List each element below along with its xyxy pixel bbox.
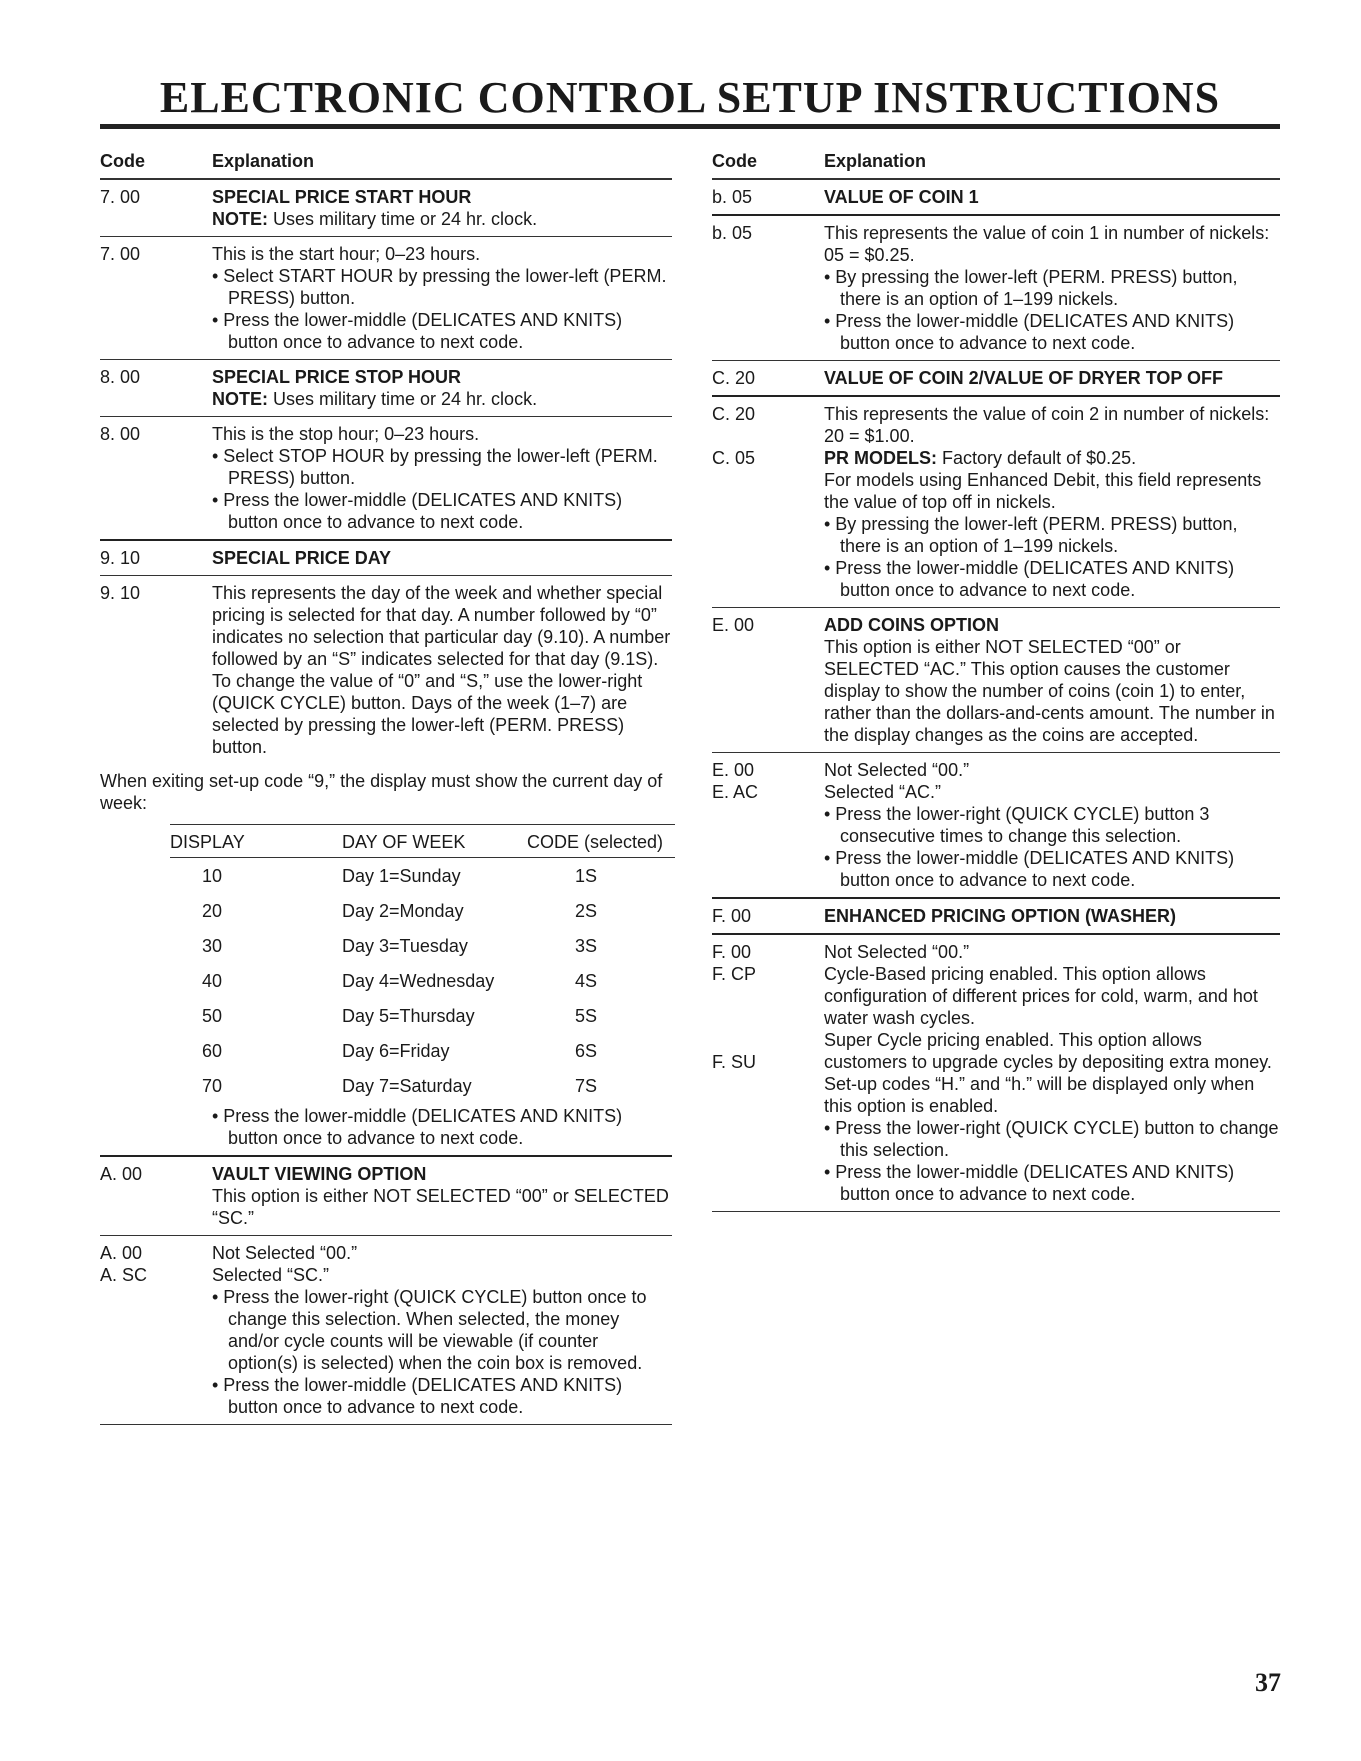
code: A. 00 xyxy=(100,1164,143,1184)
code: 8. 00 xyxy=(100,367,141,387)
row-8-detail xyxy=(100,416,672,539)
section-title: SPECIAL PRICE STOP HOUR xyxy=(212,367,462,387)
bullet: • Press the lower-right (QUICK CYCLE) button once to change this selection. When selected, the money and/or cycle counts will be viewable (if counter option(s) is selected) when the coin box is removed. xyxy=(212,1287,647,1373)
description: This is the stop hour; 0–23 hours. xyxy=(212,424,480,444)
code: F. 00 xyxy=(712,942,752,962)
header-code: Code xyxy=(712,151,757,171)
section-title: VALUE OF COIN 2/VALUE OF DRYER TOP OFF xyxy=(824,368,1224,388)
divider xyxy=(100,1424,672,1425)
cell-display: 50 xyxy=(202,1006,223,1026)
column-header xyxy=(712,140,1280,180)
pr-models-text: Factory default of $0.25. xyxy=(937,448,1137,468)
row-c-detail xyxy=(712,395,1280,607)
code: F. SU xyxy=(712,1052,757,1072)
code: F. CP xyxy=(712,964,757,984)
option-text: Super Cycle pricing enabled. This option allows customers to upgrade cycles by depositing extra money. Set-up codes “H.” and “h.” will be displayed only when this option is enabled. xyxy=(824,1030,1272,1116)
row-a-title xyxy=(100,1155,672,1235)
table-row xyxy=(170,1033,675,1068)
title-rule xyxy=(100,124,1280,129)
bullet: • Press the lower-middle (DELICATES AND KNITS) button once to advance to next code. xyxy=(212,490,623,532)
code: C. 05 xyxy=(712,448,756,468)
cell-day: Day 4=Wednesday xyxy=(342,971,495,991)
table-row xyxy=(170,998,675,1033)
description: This represents the value of coin 1 in number of nickels: 05 = $0.25. xyxy=(824,223,1270,265)
option-text: Selected “AC.” xyxy=(824,782,942,802)
section-title: ENHANCED PRICING OPTION (WASHER) xyxy=(824,906,1177,926)
section-title: ADD COINS OPTION xyxy=(824,615,1000,635)
code: A. SC xyxy=(100,1265,148,1285)
page-title: ELECTRONIC CONTROL SETUP INSTRUCTIONS xyxy=(159,73,1221,122)
option-text: Not Selected “00.” xyxy=(824,942,970,962)
table-header: DISPLAY xyxy=(170,825,342,858)
option-text: Not Selected “00.” xyxy=(212,1243,358,1263)
code: E. 00 xyxy=(712,760,755,780)
description: This option is either NOT SELECTED “00” or SELECTED “AC.” This option causes the customer display to show the number of coins (coin 1) to enter, rather than the dollars-and-cents amount. The number in the display changes as the coins are accepted. xyxy=(824,637,1275,745)
bullet: • Select START HOUR by pressing the lower-left (PERM. PRESS) button. xyxy=(212,266,667,308)
left-column xyxy=(100,140,672,1425)
row-b-detail xyxy=(712,214,1280,360)
option-text: Not Selected “00.” xyxy=(824,760,970,780)
table-header: CODE (selected) xyxy=(527,825,675,858)
code: E. 00 xyxy=(712,615,755,635)
right-column xyxy=(712,140,1280,1212)
header-explanation: Explanation xyxy=(212,151,315,171)
bullet: • Press the lower-middle (DELICATES AND KNITS) button once to advance to next code. xyxy=(824,311,1235,353)
table-row xyxy=(170,963,675,998)
cell-code: 4S xyxy=(575,971,598,991)
row-f-title xyxy=(712,897,1280,933)
table-header-row xyxy=(170,825,675,858)
cell-code: 7S xyxy=(575,1076,598,1096)
note-label: NOTE: xyxy=(212,389,268,409)
row-7-title xyxy=(100,180,672,236)
cell-display: 70 xyxy=(202,1076,223,1096)
cell-code: 6S xyxy=(575,1041,598,1061)
row-a-detail xyxy=(100,1235,672,1424)
row-8-title xyxy=(100,359,672,416)
cell-display: 60 xyxy=(202,1041,223,1061)
table-row xyxy=(170,893,675,928)
code: b. 05 xyxy=(712,187,753,207)
table-header: DAY OF WEEK xyxy=(342,825,527,858)
bullet: • Select STOP HOUR by pressing the lower-left (PERM. PRESS) button. xyxy=(212,446,658,488)
description: For models using Enhanced Debit, this field represents the value of top off in nickels. xyxy=(824,470,1262,512)
code: 9. 10 xyxy=(100,583,141,603)
page-number: 37 xyxy=(1255,1668,1281,1697)
table-row xyxy=(170,858,675,894)
bullet: • By pressing the lower-left (PERM. PRESS) button, there is an option of 1–199 nickels. xyxy=(824,267,1238,309)
code: 9. 10 xyxy=(100,548,141,568)
row-f-detail xyxy=(712,933,1280,1211)
cell-code: 1S xyxy=(575,866,598,886)
code: E. AC xyxy=(712,782,759,802)
bullet: • Press the lower-middle (DELICATES AND KNITS) button once to advance to next code. xyxy=(212,1106,623,1148)
code: A. 00 xyxy=(100,1243,143,1263)
description: This represents the day of the week and whether special pricing is selected for that day. A number followed by “0” indicates no selection that particular day (9.10). A number followed by an “S” indicates selected for that day (9.1S). To change the value of “0” and “S,” use the lower-right (QUICK CYCLE) button. Days of the week (1–7) are selected by pressing the lower-left (PERM. PRESS) button. xyxy=(212,583,671,757)
description: This is the start hour; 0–23 hours. xyxy=(212,244,481,264)
cell-code: 3S xyxy=(575,936,598,956)
row-9-title xyxy=(100,539,672,575)
section-title: VAULT VIEWING OPTION xyxy=(212,1164,427,1184)
code: b. 05 xyxy=(712,223,753,243)
bullet: • Press the lower-right (QUICK CYCLE) button to change this selection. xyxy=(824,1118,1279,1160)
note-label: NOTE: xyxy=(212,209,268,229)
row-b-title xyxy=(712,180,1280,214)
table-row xyxy=(170,1068,675,1103)
bullet: • Press the lower-middle (DELICATES AND KNITS) button once to advance to next code. xyxy=(824,558,1235,600)
bullet: • Press the lower-middle (DELICATES AND KNITS) button once to advance to next code. xyxy=(212,1375,623,1417)
description: This option is either NOT SELECTED “00” or SELECTED “SC.” xyxy=(212,1186,669,1228)
option-text: Selected “SC.” xyxy=(212,1265,330,1285)
pr-models-label: PR MODELS: xyxy=(824,448,938,468)
header-explanation: Explanation xyxy=(824,151,927,171)
cell-day: Day 3=Tuesday xyxy=(342,936,468,956)
bullet: • Press the lower-right (QUICK CYCLE) button 3 consecutive times to change this selection. xyxy=(824,804,1210,846)
bullet: • Press the lower-middle (DELICATES AND KNITS) button once to advance to next code. xyxy=(824,848,1235,890)
row-e-title xyxy=(712,607,1280,752)
option-text: Cycle-Based pricing enabled. This option allows configuration of different prices for cold, warm, and hot water wash cycles. xyxy=(824,964,1258,1028)
cell-display: 10 xyxy=(202,866,223,886)
cell-code: 2S xyxy=(575,901,598,921)
cell-day: Day 7=Saturday xyxy=(342,1076,472,1096)
row-7-detail xyxy=(100,236,672,359)
cell-day: Day 2=Monday xyxy=(342,901,464,921)
row-c-title xyxy=(712,360,1280,395)
day-table xyxy=(170,824,675,1103)
cell-code: 5S xyxy=(575,1006,598,1026)
note-text: Uses military time or 24 hr. clock. xyxy=(268,209,538,229)
table-row xyxy=(170,928,675,963)
code: 7. 00 xyxy=(100,187,141,207)
cell-display: 30 xyxy=(202,936,223,956)
code: C. 20 xyxy=(712,404,756,424)
row-e-detail xyxy=(712,752,1280,897)
cell-day: Day 1=Sunday xyxy=(342,866,461,886)
code: 7. 00 xyxy=(100,244,141,264)
section-title: SPECIAL PRICE DAY xyxy=(212,548,392,568)
description: This represents the value of coin 2 in number of nickels: 20 = $1.00. xyxy=(824,404,1270,446)
code: C. 20 xyxy=(712,368,756,388)
cell-day: Day 6=Friday xyxy=(342,1041,450,1061)
divider xyxy=(712,1211,1280,1212)
note-text: Uses military time or 24 hr. clock. xyxy=(268,389,538,409)
code: 8. 00 xyxy=(100,424,141,444)
column-header xyxy=(100,140,672,180)
section-title: VALUE OF COIN 1 xyxy=(824,187,979,207)
cell-day: Day 5=Thursday xyxy=(342,1006,475,1026)
bullet: • Press the lower-middle (DELICATES AND KNITS) button once to advance to next code. xyxy=(824,1162,1235,1204)
cell-display: 40 xyxy=(202,971,223,991)
bullet: • By pressing the lower-left (PERM. PRESS) button, there is an option of 1–199 nickels. xyxy=(824,514,1238,556)
cell-display: 20 xyxy=(202,901,223,921)
header-code: Code xyxy=(100,151,145,171)
bullet: • Press the lower-middle (DELICATES AND KNITS) button once to advance to next code. xyxy=(212,310,623,352)
code: F. 00 xyxy=(712,906,752,926)
row-9-detail xyxy=(100,575,672,764)
section-title: SPECIAL PRICE START HOUR xyxy=(212,187,472,207)
exit-paragraph: When exiting set-up code “9,” the display must show the current day of week: xyxy=(100,771,663,813)
